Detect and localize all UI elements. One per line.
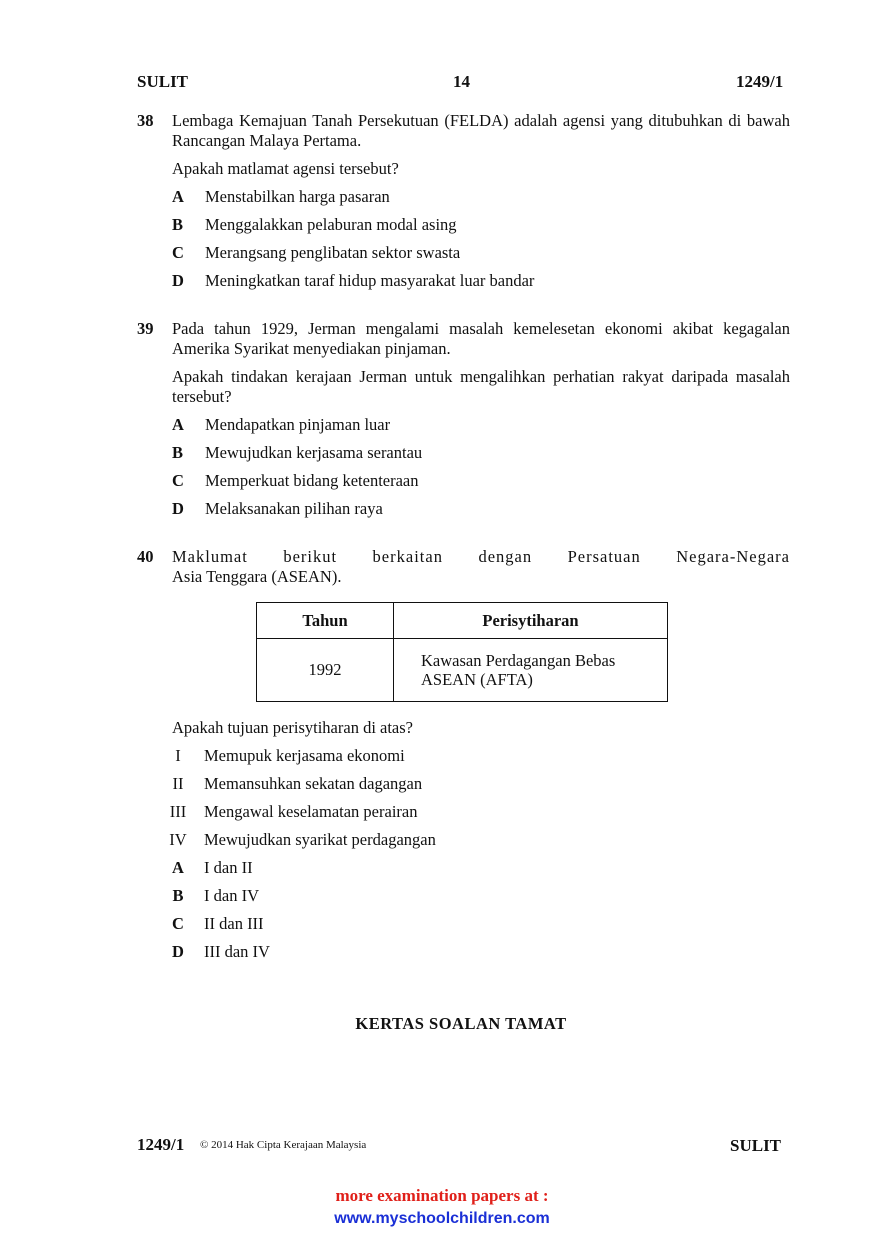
question-number: 40 (137, 547, 154, 566)
statement-numeral: II (172, 774, 184, 793)
statement-text: Mengawal keselamatan perairan (204, 802, 418, 821)
question-prompt-text: Apakah tindakan kerajaan Jerman untuk mengalihkan perhatian rakyat daripada masalah tersebut? (172, 367, 790, 406)
footer-code: 1249/1 (137, 1135, 185, 1154)
option-text: Melaksanakan pilihan raya (205, 499, 383, 518)
option-text: Menggalakkan pelaburan modal asing (205, 215, 457, 234)
table-header-perisytiharan: Perisytiharan (394, 603, 668, 639)
option-letter: B (172, 215, 184, 234)
table-cell-declaration (394, 639, 668, 702)
question-number: 39 (137, 319, 154, 338)
question-prompt (172, 367, 790, 407)
page-number: 14 (453, 72, 470, 91)
question-stem-line2: Asia Tenggara (ASEAN). (172, 567, 342, 586)
option-letter: D (172, 942, 184, 961)
question-39 (137, 319, 790, 359)
header-sulit: SULIT (137, 72, 189, 91)
option-text: Merangsang penglibatan sektor swasta (205, 243, 461, 262)
option-letter: C (172, 471, 184, 490)
end-of-paper-text: KERTAS SOALAN TAMAT (355, 1014, 567, 1033)
option-text: Meningkatkan taraf hidup masyarakat luar bandar (205, 271, 535, 290)
footer-copyright: © 2014 Hak Cipta Kerajaan Malaysia (200, 1139, 367, 1151)
statement-text: Memansuhkan sekatan dagangan (204, 774, 423, 793)
option-letter: D (172, 499, 184, 518)
option-text: II dan III (204, 914, 264, 933)
option-text: Menstabilkan harga pasaran (205, 187, 390, 206)
question-number: 38 (137, 111, 154, 130)
option-letter: A (172, 858, 184, 877)
option-letter: D (172, 271, 184, 290)
paper-code: 1249/1 (736, 72, 784, 91)
option-text: Memperkuat bidang ketenteraan (205, 471, 419, 490)
table-row (257, 639, 668, 702)
statement-text: Memupuk kerjasama ekonomi (204, 746, 405, 765)
statement-numeral: IV (169, 830, 187, 849)
declaration-line1: Kawasan Perdagangan Bebas (421, 651, 616, 670)
question-38 (137, 111, 790, 151)
option-letter: C (172, 914, 184, 933)
table-cell-year: 1992 (257, 639, 394, 702)
option-text: Mendapatkan pinjaman luar (205, 415, 391, 434)
table-header-tahun: Tahun (257, 603, 394, 639)
question-stem: Pada tahun 1929, Jerman mengalami masalah kemelesetan ekonomi akibat kegagalan Amerika Syarikat menyediakan pinjaman. (172, 319, 790, 358)
option-text: III dan IV (204, 942, 270, 961)
statement-numeral: III (169, 802, 187, 821)
promo-link[interactable]: www.myschoolchildren.com (334, 1210, 550, 1227)
question-prompt: Apakah tujuan perisytiharan di atas? (172, 718, 413, 737)
option-text: Mewujudkan kerjasama serantau (205, 443, 423, 462)
option-letter: C (172, 243, 184, 262)
statement-numeral: I (175, 746, 181, 765)
option-letter: A (172, 415, 184, 434)
question-prompt: Apakah matlamat agensi tersebut? (172, 159, 399, 178)
question-40 (137, 547, 790, 587)
option-text: I dan II (204, 858, 253, 877)
footer-sulit: SULIT (730, 1136, 782, 1155)
declaration-line2: ASEAN (AFTA) (421, 670, 533, 689)
question-stem: Lembaga Kemajuan Tanah Persekutuan (FELDA) adalah agensi yang ditubuhkan di bawah Rancangan Malaya Pertama. (172, 111, 790, 150)
option-letter: B (172, 886, 184, 905)
option-letter: B (172, 443, 184, 462)
promo-text: more examination papers at : (335, 1186, 549, 1205)
option-text: I dan IV (204, 886, 259, 905)
question-stem-line1: Maklumat berikut berkaitan dengan Persatuan Negara-Negara (172, 547, 790, 566)
asean-table (256, 602, 668, 702)
option-letter: A (172, 187, 184, 206)
statement-text: Mewujudkan syarikat perdagangan (204, 830, 436, 849)
